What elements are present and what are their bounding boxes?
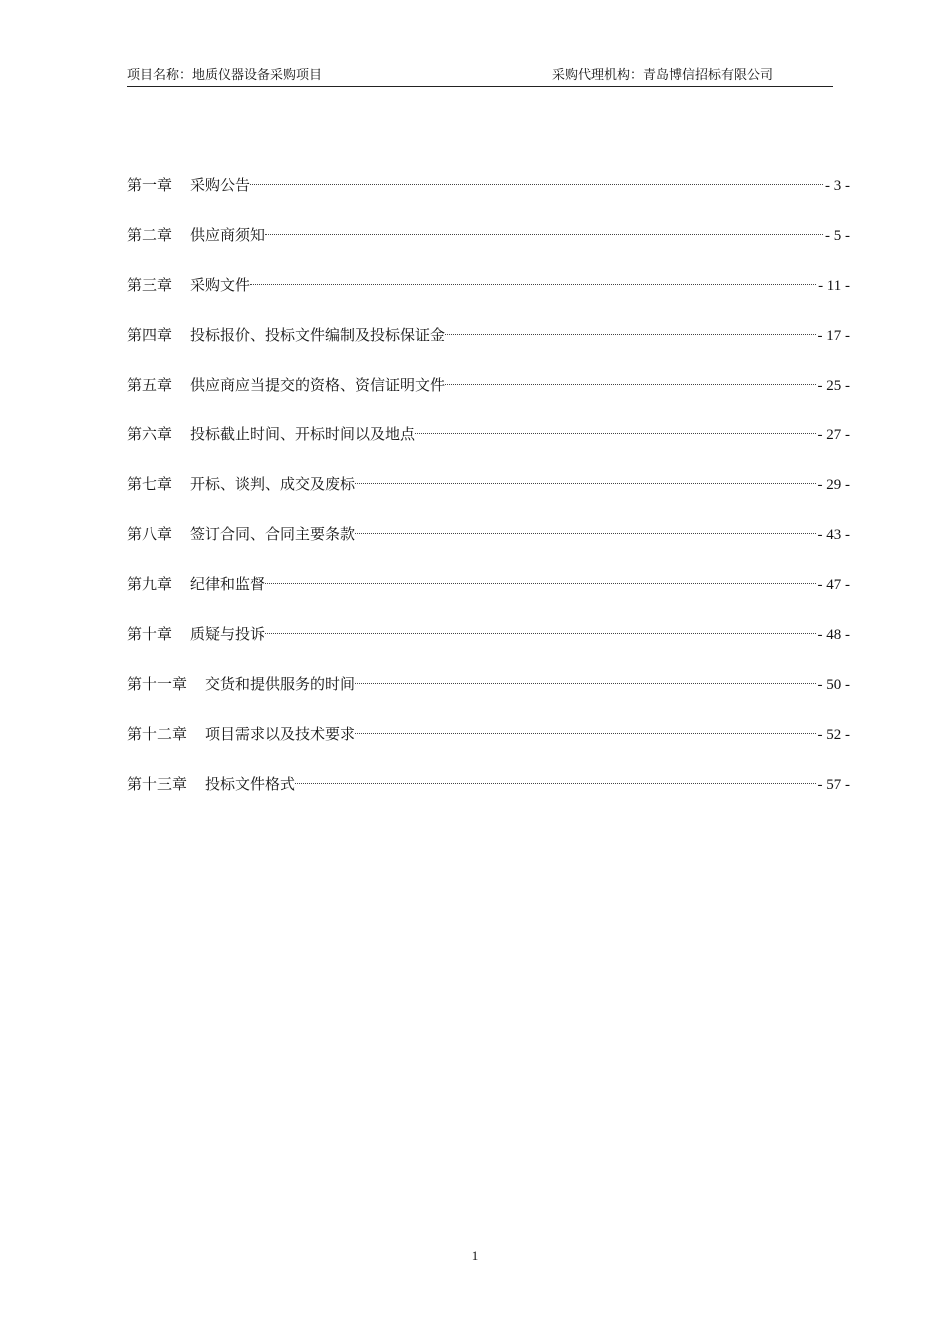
toc-leader-dots: [250, 268, 818, 290]
toc-entry[interactable]: [127, 517, 850, 567]
toc-chapter-title: 开标、谈判、成交及废标: [190, 475, 356, 494]
toc-entry[interactable]: [127, 268, 850, 318]
toc-chapter-title: 签订合同、合同主要条款: [190, 525, 356, 544]
toc-chapter-title: 纪律和监督: [190, 575, 266, 594]
toc-chapter-number: 第九章: [127, 575, 173, 594]
toc-leader-dots: [265, 218, 825, 240]
procurement-agency: 采购代理机构：青岛博信招标有限公司: [552, 68, 774, 83]
toc-leader-dots: [355, 717, 817, 739]
page-number: 1: [471, 1248, 479, 1263]
toc-page-number: - 17 -: [817, 327, 850, 344]
toc-page-number: - 48 -: [817, 627, 850, 644]
toc-leader-dots: [445, 368, 817, 390]
toc-leader-dots: [355, 467, 817, 489]
toc-chapter-number: 第四章: [127, 325, 173, 344]
toc-chapter-title: 投标文件格式: [205, 774, 296, 793]
toc-chapter-title: 投标报价、投标文件编制及投标保证金: [190, 325, 446, 344]
toc-chapter-number: 第六章: [127, 425, 173, 444]
toc-chapter-number: 第十章: [127, 625, 173, 644]
toc-entry[interactable]: [127, 667, 850, 717]
table-of-contents: [127, 168, 850, 817]
toc-chapter-number: 第三章: [127, 275, 173, 294]
toc-page-number: - 57 -: [817, 776, 850, 793]
toc-chapter-number: 第八章: [127, 525, 173, 544]
toc-page-number: - 11 -: [818, 277, 850, 294]
toc-chapter-number: 第一章: [127, 176, 173, 194]
toc-entry[interactable]: [127, 368, 850, 418]
toc-entry[interactable]: [127, 767, 850, 817]
toc-page-number: - 3 -: [825, 178, 850, 194]
toc-chapter-title: 供应商应当提交的资格、资信证明文件: [190, 375, 446, 394]
toc-leader-dots: [295, 767, 817, 789]
toc-chapter-number: 第十一章: [127, 674, 188, 693]
toc-leader-dots: [355, 517, 817, 539]
toc-chapter-title: 项目需求以及技术要求: [205, 724, 356, 743]
toc-chapter-number: 第五章: [127, 375, 173, 394]
toc-entry[interactable]: [127, 617, 850, 667]
toc-chapter-title: 投标截止时间、开标时间以及地点: [190, 425, 416, 444]
toc-entry[interactable]: [127, 318, 850, 368]
toc-leader-dots: [415, 417, 817, 439]
toc-entry[interactable]: [127, 218, 850, 268]
toc-entry[interactable]: [127, 717, 850, 767]
toc-entry[interactable]: [127, 567, 850, 617]
toc-entry[interactable]: [127, 417, 850, 467]
toc-page-number: - 43 -: [817, 527, 850, 544]
toc-chapter-number: 第十二章: [127, 724, 188, 743]
toc-entry[interactable]: [127, 467, 850, 517]
toc-chapter-number: 第十三章: [127, 774, 188, 793]
toc-leader-dots: [265, 567, 817, 589]
toc-leader-dots: [355, 667, 817, 689]
toc-page-number: - 27 -: [817, 427, 850, 444]
toc-leader-dots: [265, 617, 817, 639]
toc-page-number: - 47 -: [817, 577, 850, 594]
toc-page-number: - 25 -: [817, 377, 850, 394]
toc-chapter-title: 交货和提供服务的时间: [205, 674, 356, 693]
toc-chapter-title: 供应商须知: [190, 225, 266, 244]
toc-chapter-title: 采购文件: [190, 275, 251, 294]
toc-page-number: - 5 -: [825, 227, 850, 244]
toc-chapter-number: 第二章: [127, 225, 173, 244]
toc-page-number: - 29 -: [817, 477, 850, 494]
toc-leader-dots: [445, 318, 817, 340]
toc-chapter-number: 第七章: [127, 475, 173, 494]
page-header: [127, 66, 833, 87]
toc-entry[interactable]: [127, 168, 850, 218]
toc-chapter-title: 采购公告: [190, 176, 251, 194]
toc-page-number: - 52 -: [817, 726, 850, 743]
project-name: 项目名称：地质仪器设备采购项目: [127, 68, 323, 83]
toc-chapter-title: 质疑与投诉: [190, 625, 266, 644]
toc-leader-dots: [250, 168, 825, 190]
toc-page-number: - 50 -: [817, 676, 850, 693]
